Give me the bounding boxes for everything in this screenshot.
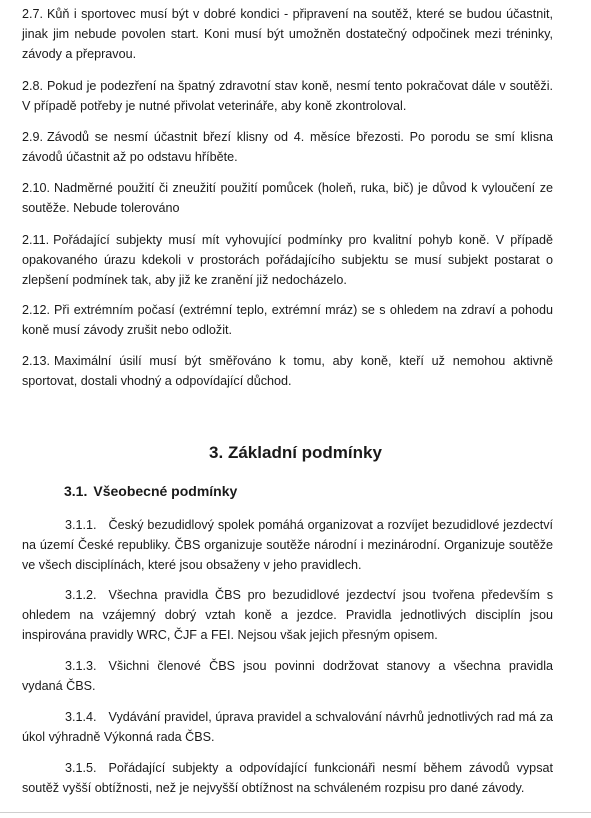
subsection-title: Všeobecné podmínky xyxy=(93,483,238,499)
rule-paragraph xyxy=(22,178,553,218)
subrule-paragraph xyxy=(22,585,553,645)
subrule-text: Český bezudidlový spolek pomáhá organizovat a rozvíjet bezudidlové jezdectví na území České republiky. ČBS organizuje soutěže národní i mezinárodní. Organizuje soutěže ve všech disciplínách, které jsou obsaženy v jeho pravidlech. xyxy=(22,518,553,572)
rule-text: Maximální úsilí musí být směřováno k tomu, aby koně, kteří už nemohou aktivně sportovat, dostali vhodný a odpovídající důchod. xyxy=(22,354,553,388)
rule-paragraph xyxy=(22,230,553,290)
rule-number: 2.10. xyxy=(22,181,51,195)
rule-paragraph xyxy=(22,4,553,64)
section-number: 3. xyxy=(209,443,224,462)
rule-paragraph xyxy=(22,76,553,116)
rule-text: Pořádající subjekty musí mít vyhovující podmínky pro kvalitní pohyb koně. V případě opakovaného úrazu kdekoli v prostorách pořádajícího subjektu se musí subjekt postarat o zlepšení podmínek tak, aby již ke zranění již nedocházelo. xyxy=(22,233,553,287)
rule-text: Kůň i sportovec musí být v dobré kondici - připravení na soutěž, které se budou účastnit, jinak jim nebude povolen start. Koni musí být umožněn dostatečný odpočinek mezi tréninky, závody a přepravou. xyxy=(22,7,553,61)
section-title: Základní podmínky xyxy=(227,443,382,462)
rule-paragraph xyxy=(22,127,553,167)
subrule-paragraph xyxy=(22,515,553,575)
subrule-paragraph xyxy=(22,758,553,798)
page-bottom-divider xyxy=(0,812,591,813)
rule-number: 2.12. xyxy=(22,303,51,317)
rule-text: Závodů se nesmí účastnit březí klisny od 4. měsíce březosti. Po porodu se smí klisna závodů účastnit až po odstavu hříběte. xyxy=(22,130,553,164)
subrule-number: 3.1.1. xyxy=(65,518,97,532)
rule-paragraph xyxy=(22,351,553,391)
subrule-text: Vydávání pravidel, úprava pravidel a schvalování návrhů jednotlivých rad má za úkol výhradně Výkonná rada ČBS. xyxy=(22,710,553,744)
rule-text: Pokud je podezření na špatný zdravotní stav koně, nesmí tento pokračovat dále v soutěži. V případě potřeby je nutné přivolat veterináře, aby koně zkontroloval. xyxy=(22,79,553,113)
subsection-heading xyxy=(64,481,237,501)
subrule-text: Všichni členové ČBS jsou povinni dodržovat stanovy a všechna pravidla vydaná ČBS. xyxy=(22,659,553,693)
rule-number: 2.11. xyxy=(22,233,50,247)
rule-text: Při extrémním počasí (extrémní teplo, extrémní mráz) se s ohledem na zdraví a pohodu koně musí závody zrušit nebo odložit. xyxy=(22,303,553,337)
rule-number: 2.9. xyxy=(22,130,44,144)
subrule-number: 3.1.5. xyxy=(65,761,97,775)
section-heading xyxy=(0,441,591,465)
subrule-number: 3.1.2. xyxy=(65,588,97,602)
subrule-number: 3.1.3. xyxy=(65,659,97,673)
rule-number: 2.7. xyxy=(22,7,44,21)
subrule-text: Všechna pravidla ČBS pro bezudidlové jezdectví jsou tvořena především s ohledem na vzájemný dobrý vztah koně a jezdce. Pravidla jednotlivých disciplín jsou inspirována pravidly WRC, ČJF a FEI. Nejsou však jejich přesným opisem. xyxy=(22,588,553,642)
rule-number: 2.13. xyxy=(22,354,51,368)
subrule-paragraph xyxy=(22,656,553,696)
rule-paragraph xyxy=(22,300,553,340)
rule-number: 2.8. xyxy=(22,79,44,93)
subrule-text: Pořádající subjekty a odpovídající funkcionáři nesmí během závodů vypsat soutěž vyšší obtížnosti, než je nejvyšší obtížnost na schváleném rozpisu pro dané závody. xyxy=(22,761,553,795)
subrule-paragraph xyxy=(22,707,553,747)
subsection-number: 3.1. xyxy=(64,483,88,499)
rule-text: Nadměrné použití či zneužití použití pomůcek (holeň, ruka, bič) je důvod k vyloučení ze soutěže. Nebude tolerováno xyxy=(22,181,553,215)
subrule-number: 3.1.4. xyxy=(65,710,97,724)
